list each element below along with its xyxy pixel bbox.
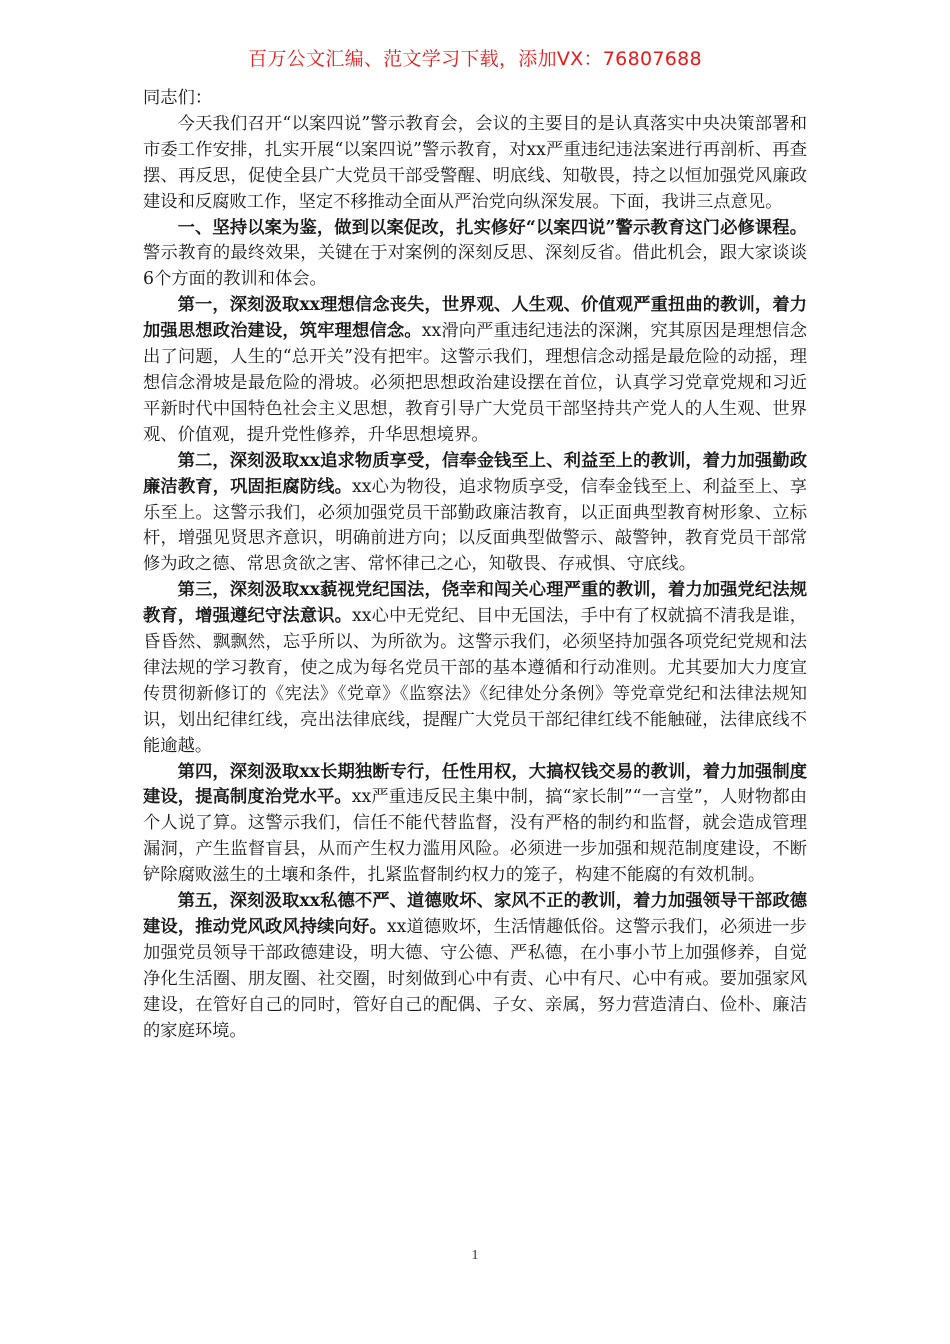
point-5-text: xx道德败坏，生活情趣低俗。这警示我们，必须进一步加强党员领导干部政德建设，明大德、守公德、严私德，在小事小节上加强修养，自觉净化生活圈、朋友圈、社交圈，时刻做到心中有责、心中有尺、心中有戒。要加强家风建设，在管好自己的同时，管好自己的配偶、子女、亲属，努力营造清白、俭朴、廉洁的家庭环境。 (143, 917, 807, 1041)
salutation: 同志们： (143, 88, 213, 108)
point-5-paragraph (143, 889, 807, 1044)
point-5-heading: 第五，深刻汲取xx私德不严、道德败坏、家风不正的教训，着力加强领导干部政德建设，推动党风政风持续向好。 (143, 891, 807, 937)
section-1-text: 警示教育的最终效果，关键在于对案例的深刻反思、深刻反省。借此机会，跟大家谈谈6个方面的教训和体会。 (143, 243, 807, 290)
point-4-paragraph (143, 760, 807, 890)
point-2-text: xx心为物役，追求物质享受，信奉金钱至上、利益至上、享乐至上。这警示我们，必须加强党员干部勤政廉洁教育，以正面典型教育树形象、立标杆，增强见贤思齐意识，明确前进方向；以反面典型做警示、敲警钟，教育党员干部常修为政之德、常思贪欲之害、常怀律己之心，知敬畏、存戒惧、守底线。 (143, 476, 807, 575)
point-1-heading: 第一，深刻汲取xx理想信念丧失，世界观、人生观、价值观严重扭曲的教训，着力加强思想政治建设，筑牢理想信念。 (143, 295, 807, 342)
point-3-paragraph (143, 578, 807, 759)
point-1-text: xx滑向严重违纪违法的深渊，究其原因是理想信念出了问题，人生的“总开关”没有把牢。这警示我们，理想信念动摇是最危险的动摇，理想信念滑坡是最危险的滑坡。必须把思想政治建设摆在首位，认真学习党章党规和习近平新时代中国特色社会主义思想，教育引导广大党员干部坚持共产党人的人生观、世界观、价值观，提升党性修养，升华思想境界。 (143, 321, 807, 445)
page-number: 1 (471, 1248, 479, 1263)
section-1-paragraph (143, 216, 807, 294)
point-4-heading: 第四，深刻汲取xx长期独断专行，任性用权，大搞权钱交易的教训，着力加强制度建设，提高制度治党水平。 (143, 761, 807, 808)
intro-paragraph: 今天我们召开“以案四说”警示教育会，会议的主要目的是认真落实中央决策部署和市委工作安排，扎实开展“以案四说”警示教育，对xx严重违纪违法案进行再剖析、再查摆、再反思，促使全县广大党员干部受警醒、明底线、知敬畏，持之以恒加强党风廉政建设和反腐败工作，坚定不移推动全面从严治党向纵深发展。下面，我讲三点意见。 (143, 113, 807, 212)
point-3-text: xx心中无党纪、目中无国法，手中有了权就搞不清我是谁，昏昏然、飘飘然，忘乎所以、为所欲为。这警示我们，必须坚持加强各项党纪党规和法律法规的学习教育，使之成为每名党员干部的基本遵循和行动准则。尤其要加大力度宣传贯彻新修订的《宪法》《党章》《监察法》《纪律处分条例》等党章党纪和法律法规知识，划出纪律红线，亮出法律底线，提醒广大党员干部纪律红线不能触碰，法律底线不能逾越。 (143, 606, 807, 756)
section-1-heading: 一、坚持以案为鉴，做到以案促改，扎实修好“以案四说”警示教育这门必修课程。 (177, 217, 807, 238)
point-4-text: xx严重违反民主集中制，搞“家长制”“一言堂”，人财物都由个人说了算。这警示我们，信任不能代替监督，没有严格的制约和监督，就会造成管理漏洞，产生监督盲县，从而产生权力滥用风险。必须进一步加强和规范制度建设，不断铲除腐败滋生的土壤和条件，扎紧监督制约权力的笼子，构建不能腐的有效机制。 (143, 787, 807, 886)
promo-banner: 百万公文汇编、范文学习下载，添加VX：76807688 (248, 48, 702, 70)
point-3-heading: 第三，深刻汲取xx藐视党纪国法，侥幸和闯关心理严重的教训，着力加强党纪法规教育，增强遵纪守法意识。 (143, 580, 807, 627)
point-1-paragraph (143, 293, 807, 448)
point-2-paragraph (143, 449, 807, 579)
point-2-heading: 第二，深刻汲取xx追求物质享受，信奉金钱至上、利益至上的教训，着力加强勤政廉洁教育，巩固拒腐防线。 (143, 450, 807, 497)
document-body (143, 86, 807, 1045)
